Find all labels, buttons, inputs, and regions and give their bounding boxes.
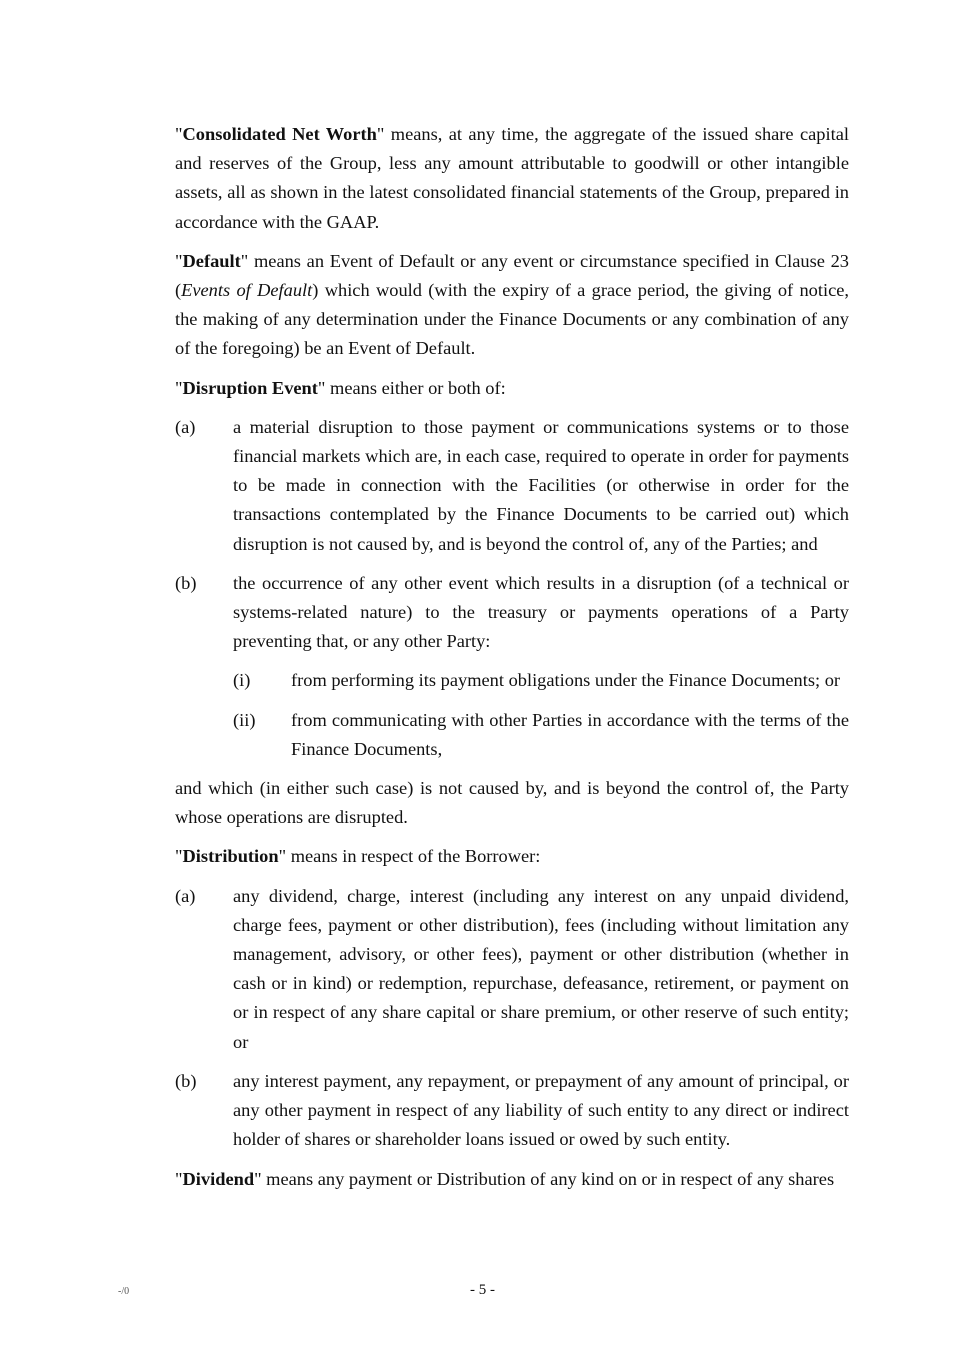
item-label: (a) <box>175 416 196 437</box>
term-dividend: Dividend <box>182 1168 255 1189</box>
definition-text: means any payment or Distribution of any kind on or in respect of any shares <box>261 1168 835 1189</box>
item-label: (a) <box>175 885 196 906</box>
item-label: (b) <box>175 572 197 593</box>
list-item <box>175 569 849 657</box>
item-label: (b) <box>175 1070 197 1091</box>
item-label: (i) <box>233 670 251 691</box>
item-text: the occurrence of any other event which results in a disruption (of a technical or systems-related nature) to the treasury or payments operations of a Party preventing that, or any other Party: <box>233 572 849 652</box>
footer-document-code: -/0 <box>118 1286 130 1297</box>
definition-text: means either or both of: <box>325 377 506 398</box>
definition-default: "Default" means an Event of Default or any event or circumstance specified in Clause 23 (Events of Default) which would (with the expiry of a grace period, the giving of notice, the making of any determination under the Finance Documents or any combination of any of the foregoing) be an Event of Default. <box>175 250 849 359</box>
term-consolidated-net-worth: Consolidated Net Worth <box>182 124 377 144</box>
item-text: any dividend, charge, interest (including any interest on any unpaid dividend, charge fees, payment or other distribution), fees (including without limitation any management, advisory, or other fees), payment or other distribution (whether in cash or in kind) or redemption, repurchase, defeasance, retirement, or payment on or in respect of any share capital or share premium, or other reserve of such entity; or <box>233 885 849 1052</box>
clause-reference: Events of Default <box>181 280 313 301</box>
item-label: (ii) <box>233 709 256 730</box>
list-item <box>175 882 849 1057</box>
sub-list-item <box>233 666 849 695</box>
definition-text: ) which would (with the expiry of a grace period, the giving of notice, the making of any determination under the Finance Documents or any combination of any of the foregoing) be an Event of Default. <box>175 280 849 359</box>
list-item <box>175 1067 849 1155</box>
disruption-closing-text: and which (in either such case) is not caused by, and is beyond the control of, the Party whose operations are disrupted. <box>175 778 849 828</box>
item-text: any interest payment, any repayment, or prepayment of any amount of principal, or any other payment in respect of any liability of such entity to any direct or indirect holder of shares or shareholder loans issued or owed by such entity. <box>233 1070 849 1150</box>
page-number: - 5 - <box>470 1282 495 1298</box>
item-text: from communicating with other Parties in accordance with the terms of the Finance Documents, <box>291 709 849 759</box>
definition-text: means, at any time, the aggregate of the issued share capital and reserves of the Group, less any amount attributable to goodwill or other intangible assets, all as shown in the latest consolidated financial statements of the Group, prepared in accordance with the GAAP. <box>175 124 849 232</box>
definition-text: means an Event of Default or any event or circumstance specified in Clause 23 ( <box>175 250 849 301</box>
term-distribution: Distribution <box>182 846 279 867</box>
definition-dividend: "Dividend" means any payment or Distribution of any kind on or in respect of any shares <box>175 1168 835 1189</box>
term-disruption-event: Disruption Event <box>182 377 318 398</box>
item-text: from performing its payment obligations under the Finance Documents; or <box>291 670 841 691</box>
definition-distribution: "Distribution" means in respect of the Borrower: <box>175 846 541 867</box>
sub-list-item <box>233 706 849 764</box>
definition-consolidated-net-worth: "Consolidated Net Worth" means, at any time, the aggregate of the issued share capital and reserves of the Group, less any amount attributable to goodwill or other intangible assets, all as shown in the latest consolidated financial statements of the Group, prepared in accordance with the GAAP. <box>175 124 849 232</box>
term-default: Default <box>182 250 241 271</box>
definition-text: means in respect of the Borrower: <box>286 846 541 867</box>
definition-disruption-event: "Disruption Event" means either or both of: <box>175 377 506 398</box>
list-item <box>175 413 849 559</box>
item-text: a material disruption to those payment or communications systems or to those financial markets which are, in each case, required to operate in order for payments to be made in connection with the Facilities (or otherwise in order for the transactions contemplated by the Finance Documents to be carried out) which disruption is not caused by, and is beyond the control of, any of the Parties; and <box>233 416 849 554</box>
page-body <box>175 120 849 1204</box>
